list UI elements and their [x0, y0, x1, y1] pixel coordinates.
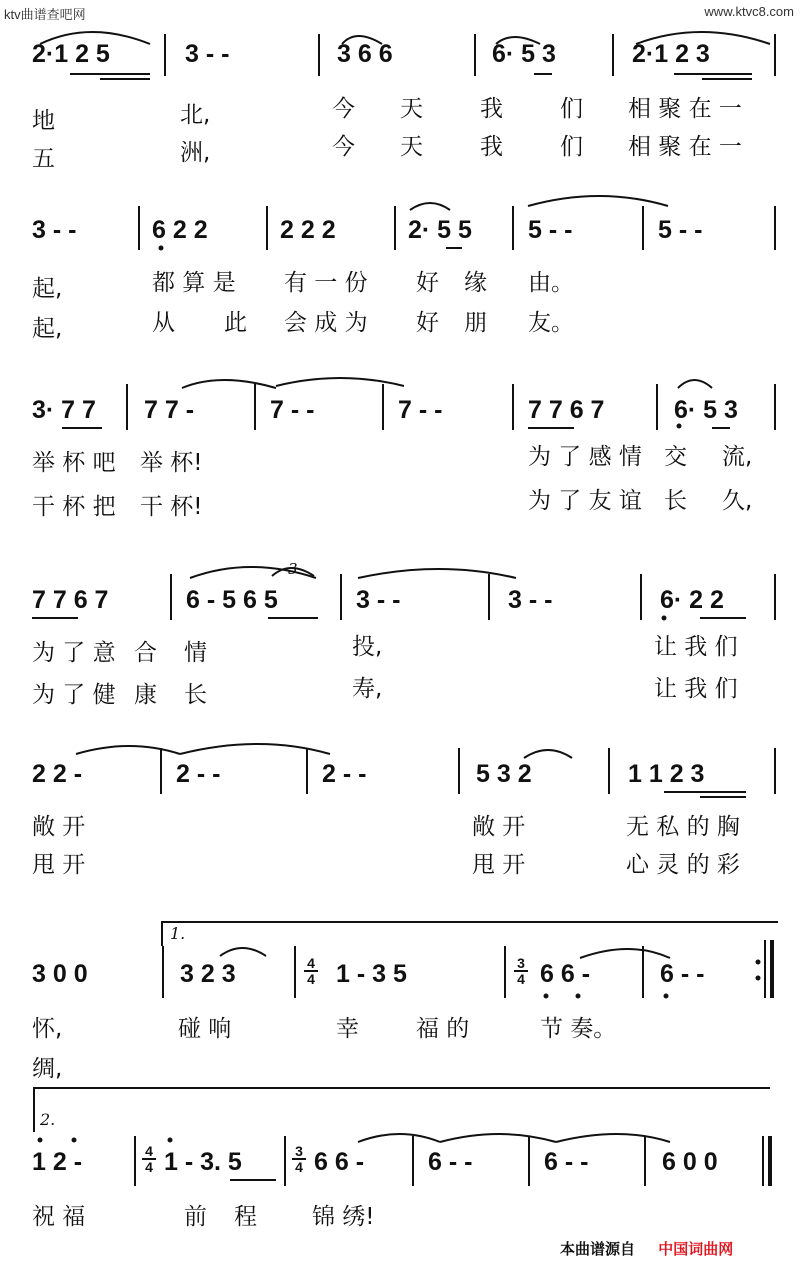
barline [412, 1136, 414, 1186]
time-sig-top: 3 [517, 955, 525, 971]
measure-3: 2 - - [322, 760, 367, 788]
measure-5: 5 - - [528, 216, 573, 244]
repeat-dot [756, 976, 761, 981]
lyric: 为 了 健 [32, 682, 116, 708]
source-site-link[interactable]: 中国词曲网 [658, 1240, 734, 1258]
time-signature-3-4 [514, 956, 528, 986]
measure-1: 3· 7 7 [32, 396, 96, 424]
barline [488, 574, 490, 620]
lyric: 为 了 友 谊 [528, 488, 642, 514]
slur [76, 746, 180, 754]
barline [642, 206, 644, 250]
slur [524, 750, 572, 758]
footer-source [560, 1238, 733, 1259]
lyric: 节 奏。 [540, 1016, 617, 1042]
lyric: 为 了 感 情 [528, 444, 642, 470]
lyric: 们 [560, 96, 583, 122]
time-sig-top: 4 [307, 955, 315, 971]
lyric: 敞 开 [32, 814, 86, 840]
lyric: 让 我 们 [654, 676, 738, 702]
lyric: 无 私 的 胸 [626, 814, 740, 840]
lyric: 幸 [336, 1016, 359, 1042]
octave-dot [576, 994, 581, 999]
lyric: 地 [32, 108, 55, 134]
measure-1: 3 0 0 [32, 960, 88, 988]
measure-4: 5 3 2 [476, 760, 532, 788]
barline [254, 384, 256, 430]
lyric: 缘 [464, 270, 487, 296]
slur [358, 569, 516, 578]
lyric: 锦 绣! [312, 1204, 375, 1230]
lyric: 举 杯! [140, 450, 203, 476]
lyric: 合 [134, 640, 157, 666]
barline [774, 206, 776, 250]
barline [644, 1136, 646, 1186]
barline [284, 1136, 286, 1186]
lyric: 甩 开 [472, 852, 526, 878]
lyric: 寿, [352, 676, 383, 702]
lyric: 此 [224, 310, 247, 336]
measure-2: 7 7 - [144, 396, 195, 424]
lyric: 程 [234, 1204, 257, 1230]
lyric: 由。 [528, 270, 574, 296]
repeat-barline-thick [770, 940, 774, 998]
lyric: 怀, [32, 1016, 63, 1042]
lyric: 好 [416, 270, 439, 296]
measure-4: 6· 5 3 [492, 40, 556, 68]
measure-1: 3 - - [32, 216, 77, 244]
lyric: 长 [184, 682, 207, 708]
barline [512, 384, 514, 430]
lyric: 久, [722, 488, 753, 514]
barline [504, 946, 506, 998]
slur [440, 1134, 556, 1142]
lyric: 长 [664, 488, 687, 514]
slur [182, 380, 276, 388]
barline [774, 384, 776, 430]
measure-6: 6· 5 3 [674, 396, 738, 424]
slur [276, 378, 404, 386]
lyric: 们 [560, 134, 583, 160]
barline [294, 946, 296, 998]
measure-3: 6 6 - [314, 1148, 365, 1176]
measure-1: 2·1 2 5 [32, 40, 110, 68]
slur [358, 1134, 440, 1142]
barline [774, 574, 776, 620]
time-sig-bottom: 4 [295, 1159, 303, 1175]
lyric: 今 [332, 134, 355, 160]
lyric: 绸, [32, 1056, 63, 1082]
lyric: 起, [32, 316, 63, 342]
lyric: 天 [400, 134, 423, 160]
lyric: 干 杯! [140, 494, 203, 520]
measure-4: 3 - - [508, 586, 553, 614]
barline [138, 206, 140, 250]
barline [126, 384, 128, 430]
barline [162, 946, 164, 998]
lyric: 敞 开 [472, 814, 526, 840]
time-signature-3-4 [292, 1144, 306, 1174]
measure-5: 2·1 2 3 [632, 40, 710, 68]
measure-2: 3 - - [185, 40, 230, 68]
volta-2-label: 2. [40, 1110, 56, 1129]
octave-dot [664, 994, 669, 999]
lyric: 我 [480, 96, 503, 122]
octave-dot [168, 1138, 173, 1143]
measure-5: 6 - - [660, 960, 705, 988]
barline [318, 34, 320, 76]
barline [170, 574, 172, 620]
octave-dot [159, 246, 164, 251]
barline [528, 1136, 530, 1186]
time-sig-bottom: 4 [307, 971, 315, 987]
lyric: 有 一 份 [284, 270, 368, 296]
repeat-barline-thin [764, 940, 766, 998]
slur [556, 1134, 670, 1142]
measure-1: 2 2 - [32, 760, 83, 788]
time-signature-4-4 [304, 956, 318, 986]
barline [642, 946, 644, 998]
lyric: 天 [400, 96, 423, 122]
slur [410, 203, 450, 210]
lyric: 甩 开 [32, 852, 86, 878]
octave-dot [677, 424, 682, 429]
barline [164, 34, 166, 76]
final-barline-thick [768, 1136, 772, 1186]
lyric: 心 灵 的 彩 [626, 852, 740, 878]
volta-2-bracket [34, 1088, 770, 1132]
measure-5: 7 7 6 7 [528, 396, 605, 424]
lyric: 从 [152, 310, 175, 336]
barline [656, 384, 658, 430]
lyric: 交 [664, 444, 687, 470]
measure-2: 6 2 2 [152, 216, 208, 244]
volta-1-bracket [162, 922, 778, 946]
barline [266, 206, 268, 250]
barline [134, 1136, 136, 1186]
octave-dot [544, 994, 549, 999]
barline [394, 206, 396, 250]
lyric: 举 杯 吧 [32, 450, 116, 476]
barline [340, 574, 342, 620]
repeat-dot [756, 960, 761, 965]
measure-3: 3 - - [356, 586, 401, 614]
measure-2: 1 - 3. 5 [164, 1148, 242, 1176]
measure-5: 6 - - [544, 1148, 589, 1176]
triplet-marker: 3 [288, 560, 298, 578]
lyric: 今 [332, 96, 355, 122]
slur [528, 196, 668, 206]
slur [580, 949, 670, 958]
lyric: 朋 [464, 310, 487, 336]
site-watermark-left: ktv曲谱查吧网 [4, 7, 86, 22]
measure-6: 5 - - [658, 216, 703, 244]
lyric: 起, [32, 276, 63, 302]
source-label: 本曲谱源自 [560, 1240, 636, 1258]
time-sig-bottom: 4 [145, 1159, 153, 1175]
final-barline-thin [762, 1136, 764, 1186]
measure-2: 6 - 5 6 5 [186, 586, 278, 614]
octave-dot [38, 1138, 43, 1143]
time-signature-4-4 [142, 1144, 156, 1174]
lyric: 祝 福 [32, 1204, 86, 1230]
lyric: 投, [352, 634, 383, 660]
barline [608, 748, 610, 794]
lyric: 让 我 们 [654, 634, 738, 660]
lyric: 好 [416, 310, 439, 336]
barline [458, 748, 460, 794]
lyric: 相 聚 在 一 [628, 134, 742, 160]
lyric: 都 算 是 [152, 270, 236, 296]
measure-4: 2· 5 5 [408, 216, 472, 244]
lyric: 北, [180, 102, 211, 128]
lyric: 康 [134, 682, 157, 708]
measure-4: 7 - - [398, 396, 443, 424]
measure-3: 2 2 2 [280, 216, 336, 244]
lyric: 干 杯 把 [32, 494, 116, 520]
lyric: 相 聚 在 一 [628, 96, 742, 122]
barline [774, 34, 776, 76]
barline [160, 748, 162, 794]
barline [382, 384, 384, 430]
measure-5: 6· 2 2 [660, 586, 724, 614]
measure-6: 6 0 0 [662, 1148, 718, 1176]
measure-2: 3 2 3 [180, 960, 236, 988]
measure-5: 1 1 2 3 [628, 760, 705, 788]
lyric: 碰 响 [178, 1016, 232, 1042]
time-sig-bottom: 4 [517, 971, 525, 987]
lyric: 情 [184, 640, 207, 666]
measure-3: 1 - 3 5 [336, 960, 407, 988]
measure-1: 1 2 - [32, 1148, 83, 1176]
measure-2: 2 - - [176, 760, 221, 788]
measure-3: 7 - - [270, 396, 315, 424]
lyric: 洲, [180, 140, 211, 166]
measure-1: 7 7 6 7 [32, 586, 109, 614]
barline [474, 34, 476, 76]
measure-3: 3 6 6 [337, 40, 393, 68]
octave-dot [662, 616, 667, 621]
site-watermark-right: www.ktvc8.com [704, 4, 794, 19]
barline [612, 34, 614, 76]
octave-dot [72, 1138, 77, 1143]
lyric: 流, [722, 444, 753, 470]
barline [512, 206, 514, 250]
measure-4: 6 6 - [540, 960, 591, 988]
slur [220, 948, 266, 956]
lyric: 为 了 意 [32, 640, 116, 666]
lyric: 福 的 [416, 1016, 470, 1042]
time-sig-top: 4 [145, 1143, 153, 1159]
lyric: 友。 [528, 310, 574, 336]
time-sig-top: 3 [295, 1143, 303, 1159]
lyric: 五 [32, 146, 55, 172]
measure-4: 6 - - [428, 1148, 473, 1176]
slur [678, 380, 712, 388]
barline [774, 748, 776, 794]
barline [306, 748, 308, 794]
lyric: 会 成 为 [284, 310, 368, 336]
volta-1-label: 1. [170, 924, 186, 943]
lyric: 我 [480, 134, 503, 160]
lyric: 前 [184, 1204, 207, 1230]
barline [640, 574, 642, 620]
